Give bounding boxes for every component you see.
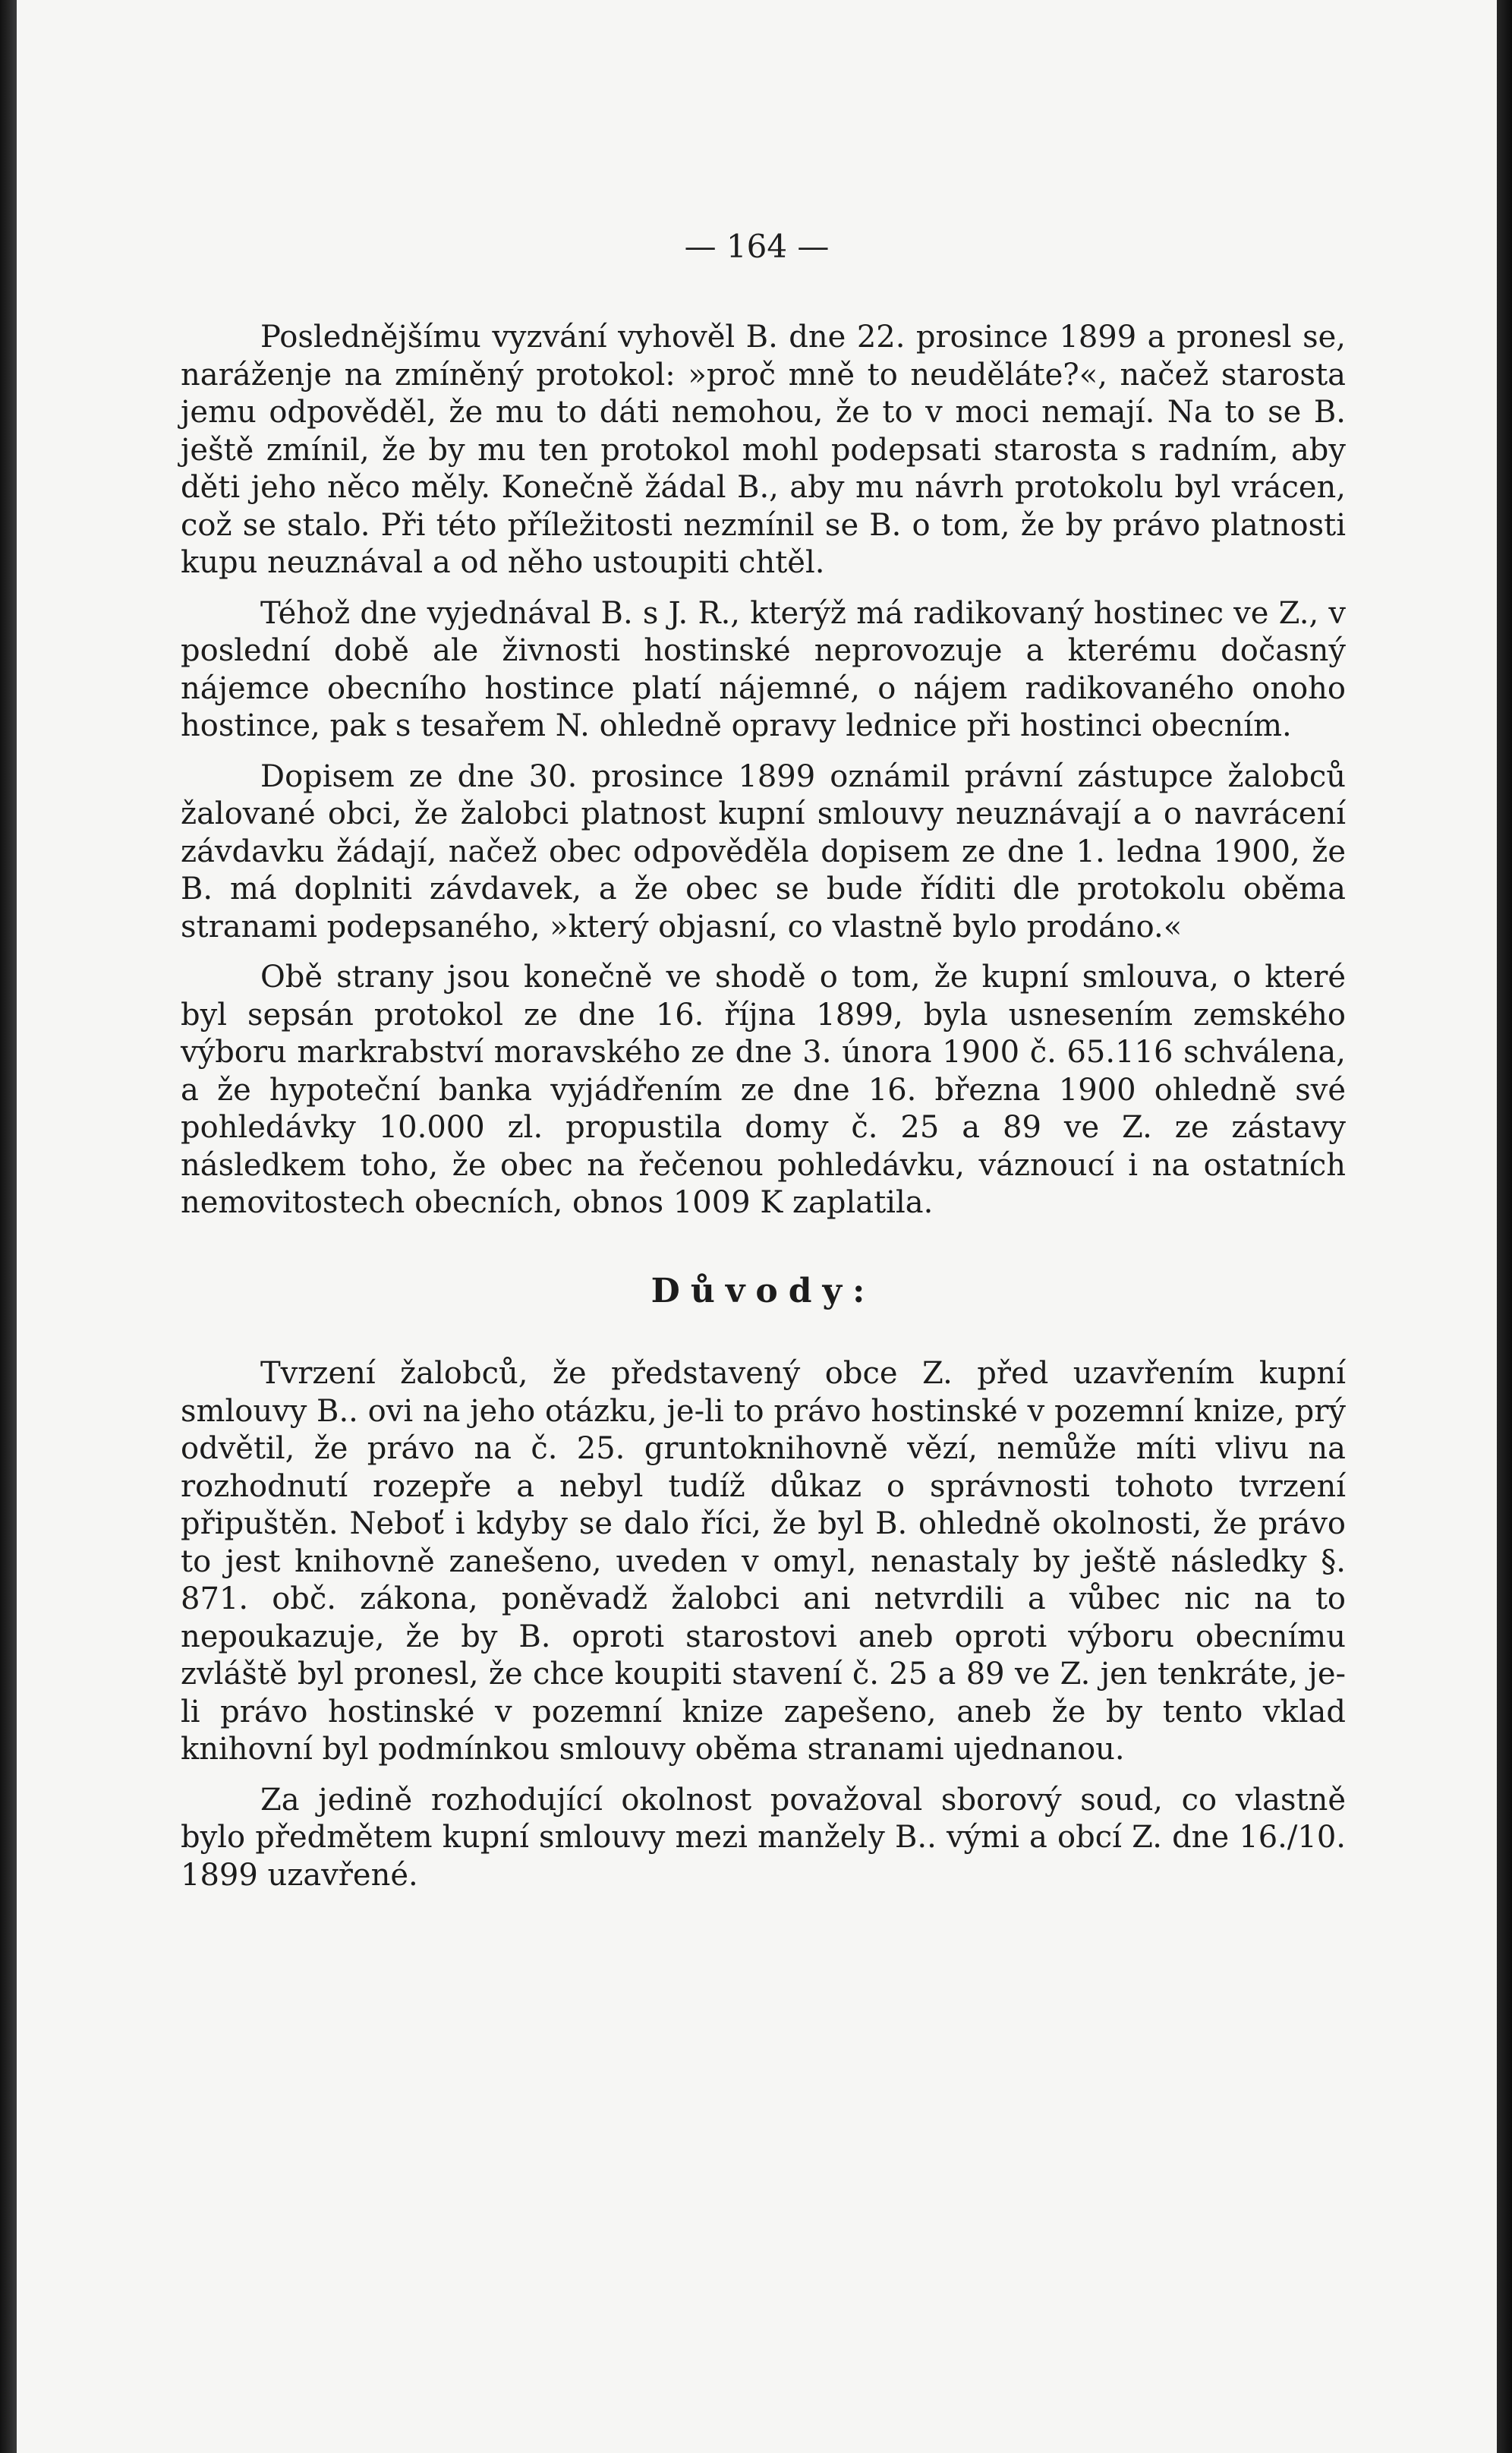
paragraph: Tvrzení žalobců, že představený obce Z. před uzavřením kupní smlouvy B.. ovi na jeho otázku, je-li to právo hostinské v pozemní knize, prý odvětil, že právo na č. 25. gruntoknihovně vězí, nemůže míti vlivu na rozhodnutí rozepře a nebyl tudíž důkaz o správnosti tohoto tvrzení připuštěn. Neboť i kdyby se dalo říci, že byl B. ohledně okolnosti, že právo to jest knihovně zanešeno, uveden v omyl, nenastaly by ještě následky §. 871. obč. zákona, poněvadž žalobci ani netvrdili a vůbec nic na to nepoukazuje, že by B. oproti starostovi aneb oproti výboru obecnímu zvláště byl pronesl, že chce koupiti stavení č. 25 a 89 ve Z. jen tenkráte, je-li právo hostinské v pozemní knize zapešeno, aneb že by tento vklad knihovní byl podmínkou smlouvy oběma stranami ujednanou. [181, 1356, 1346, 1767]
scan-edge-right [1497, 0, 1512, 2453]
page-number: — 164 — [684, 228, 830, 265]
paragraph: Obě strany jsou konečně ve shodě o tom, že kupní smlouva, o které byl sepsán protokol ze dne 16. října 1899, byla usnesením zemského výboru markrabství moravského ze dne 3. února 1900 č. 65.116 schválena, a že hypoteční banka vyjádřením ze dne 16. března 1900 ohledně své pohledávky 10.000 zl. propustila domy č. 25 a 89 ve Z. ze zástavy následkem toho, že obec na řečenou pohledávku, váznoucí i na ostatních nemovitostech obecních, obnos 1009 K zaplatila. [181, 960, 1346, 1220]
text-column [181, 319, 1346, 1894]
section-heading: Důvody: [650, 1271, 876, 1310]
paragraph: Poslednějšímu vyzvání vyhověl B. dne 22. prosince 1899 a pronesl se, naráženje na zmíněný protokol: »proč mně to neuděláte?«, načež starosta jemu odpověděl, že mu to dáti nemohou, že to v moci nemají. Na to se B. ještě zmínil, že by mu ten protokol mohl podepsati starosta s radním, aby děti jeho něco měly. Konečně žádal B., aby mu návrh protokolu byl vrácen, což se stalo. Při této příležitosti nezmínil se B. o tom, že by právo platnosti kupu neuznával a od něho ustoupiti chtěl. [181, 320, 1346, 580]
paragraph: Téhož dne vyjednával B. s J. R., kterýž má radikovaný hostinec ve Z., v poslední době ale živnosti hostinské neprovozuje a kterému dočasný nájemce obecního hostince platí nájemné, o nájem radikovaného onoho hostince, pak s tesařem N. ohledně opravy lednice při hostinci obecním. [181, 595, 1346, 743]
paragraph: Dopisem ze dne 30. prosince 1899 oznámil právní zástupce žalobců žalované obci, že žalobci platnost kupní smlouvy neuznávají a o navrácení závdavku žádají, načež obec odpověděla dopisem ze dne 1. ledna 1900, že B. má doplniti závdavek, a že obec se bude říditi dle protokolu oběma stranami podepsaného, »který objasní, co vlastně bylo prodáno.« [181, 758, 1346, 944]
paragraph: Za jedině rozhodující okolnost považoval sborový soud, co vlastně bylo předmětem kupní smlouvy mezi manžely B.. vými a obcí Z. dne 16./10. 1899 uzavřené. [181, 1782, 1346, 1893]
page [17, 0, 1497, 2453]
scan-edge-left [0, 0, 17, 2453]
